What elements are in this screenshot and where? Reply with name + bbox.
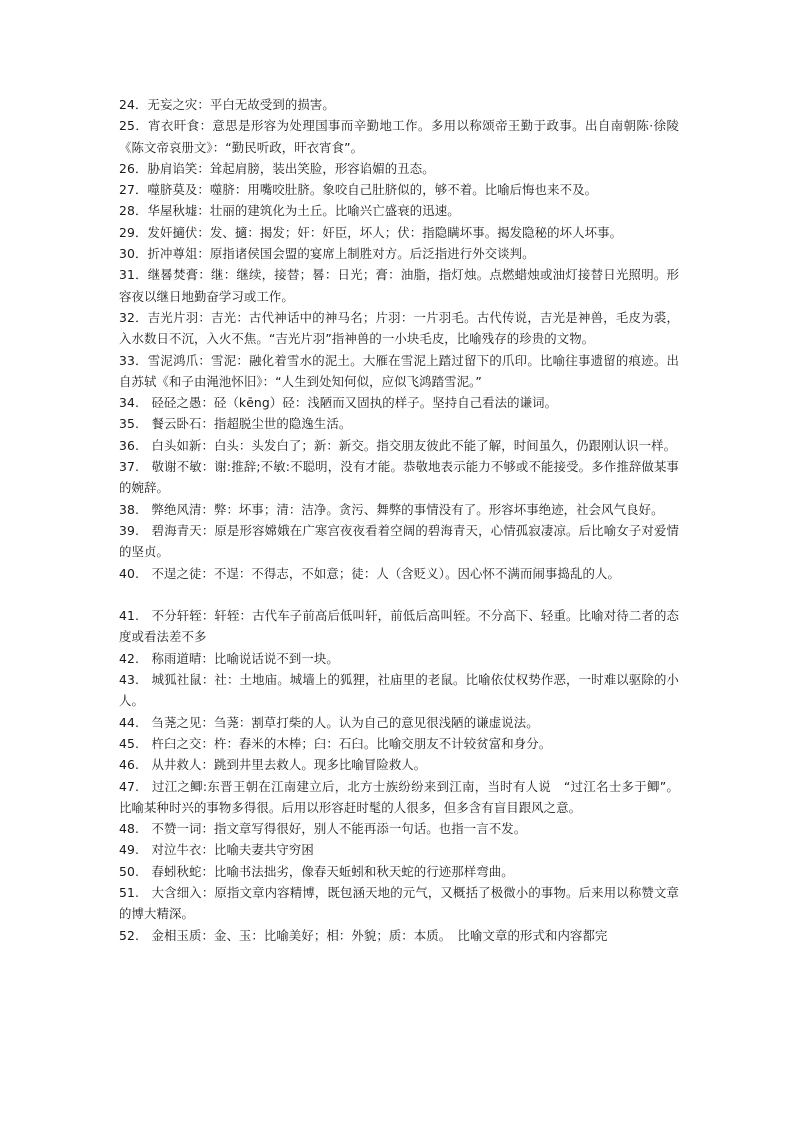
document-page (119, 94, 679, 946)
idiom-entry-37: 37. 敬谢不敏：谢:推辞;不敏:不聪明，没有才能。恭敬地表示能力不够或不能接受。多作推辞做某事的婉辞。 (119, 459, 679, 496)
idiom-entry-36: 36. 白头如新：白头：头发白了；新：新交。指交朋友彼此不能了解，时间虽久，仍跟刚认识一样。 (119, 437, 677, 453)
blank-line (119, 584, 679, 605)
idiom-entry-34: 34. 硁硁之愚：硁（kēng）硁：浅陋而又固执的样子。坚持自己看法的谦词。 (119, 395, 558, 411)
idiom-entry-28: 28．华屋秋墟：壮丽的建筑化为土丘。比喻兴亡盛衰的迅速。 (119, 203, 460, 219)
idiom-entry-33: 33．雪泥鸿爪：雪泥：融化着雪水的泥土。大雁在雪泥上踏过留下的爪印。比喻往事遗留的痕迹。出自苏轼《和子由渑池怀旧》：“人生到处知何似，应似飞鸿踏雪泥。” (119, 352, 679, 389)
idiom-entry-50: 50. 春蚓秋蛇：比喻书法拙劣，像春天蚯蚓和秋天蛇的行迹那样弯曲。 (119, 863, 514, 879)
idiom-entry-44: 44. 刍荛之见：刍荛：割草打柴的人。认为自己的意见很浅陋的谦虚说法。 (119, 714, 539, 730)
idiom-entry-39: 39. 碧海青天：原是形容嫦娥在广寒宫夜夜看着空阔的碧海青天，心情孤寂凄凉。后比喻女子对爱情的坚贞。 (119, 522, 679, 560)
idiom-entry-41: 41. 不分轩轾：轩轾：古代车子前高后低叫轩，前低后高叫轾。不分高下、轻重。比喻对待二者的态度或看法差不多 (119, 608, 679, 645)
idiom-entry-30: 30．折冲尊俎：原指诸侯国会盟的宴席上制胜对方。后泛指进行外交谈判。 (119, 246, 535, 262)
idiom-entry-26: 26．胁肩谄笑：耸起肩膀，装出笑脸，形容谄媚的丑态。 (119, 160, 435, 176)
idiom-entry-47: 47. 过江之鲫:东晋王朝在江南建立后，北方士族纷纷来到江南，当时有人说 “过江名士多于鲫”。比喻某种时兴的事物多得很。后用以形容赶时髦的人很多，但多含有盲目跟风之意。 (119, 778, 679, 815)
idiom-entry-31: 31．继晷焚膏：继：继续，接替；晷：日光；膏：油脂，指灯烛。点燃蜡烛或油灯接替日光照明。形容夜以继日地勤奋学习或工作。 (119, 267, 679, 304)
idiom-entry-48: 48. 不赞一词：指文章写得很好，别人不能再添一句话。也指一言不发。 (119, 821, 527, 837)
idiom-entry-27: 27．噬脐莫及：噬脐：用嘴咬肚脐。象咬自己肚脐似的，够不着。比喻后悔也来不及。 (119, 182, 598, 198)
idiom-entry-42: 42. 称雨道晴：比喻说话说不到一块。 (119, 650, 339, 666)
idiom-entry-25: 25．宵衣旰食：意思是形容为处理国事而辛勤地工作。多用以称颂帝王勤于政事。出自南朝陈·徐陵《陈文帝哀册文》：“勤民听政，旰衣宵食”。 (119, 118, 679, 155)
idiom-entry-51: 51. 大含细入：原指文章内容精博，既包涵天地的元气，又概括了极微小的事物。后来用以称赞文章的博大精深。 (119, 884, 679, 922)
idiom-entry-43: 43. 城狐社鼠：社：土地庙。城墙上的狐狸，社庙里的老鼠。比喻依仗权势作恶，一时难以驱除的小人。 (119, 672, 679, 709)
idiom-entry-24: 24．无妄之灾：平白无故受到的损害。 (119, 97, 335, 112)
idiom-entry-40: 40. 不逞之徒：不逞：不得志，不如意；徒：人（含贬义）。因心怀不满而闹事捣乱的人。 (119, 565, 620, 581)
idiom-entry-35: 35. 餐云卧石：指超脱尘世的隐逸生活。 (119, 416, 352, 432)
idiom-entry-46: 46. 从井救人：跳到井里去救人。现多比喻冒险救人。 (119, 757, 427, 773)
idiom-entry-49: 49. 对泣牛衣：比喻夫妻共守穷困 (119, 842, 314, 858)
idiom-entry-32: 32．吉光片羽：吉光：古代神话中的神马名；片羽：一片羽毛。古代传说，吉光是神兽，毛皮为裘，入水数日不沉，入火不焦。“吉光片羽”指神兽的一小块毛皮，比喻残存的珍贵的文物。 (119, 309, 679, 347)
idiom-entry-29: 29．发奸擿伏：发、擿：揭发；奸：奸臣，坏人；伏：指隐瞒坏事。揭发隐秘的坏人坏事。 (119, 224, 623, 240)
idiom-entry-52: 52. 金相玉质：金、玉：比喻美好；相：外貌；质：本质。 比喻文章的形式和内容都完 (119, 927, 608, 943)
idiom-entry-38: 38. 弊绝风清：弊：坏事；清：洁净。贪污、舞弊的事情没有了。形容坏事绝迹，社会风气良好。 (119, 501, 664, 517)
idiom-entry-45: 45. 杵臼之交：杵：舂米的木棒；臼：石臼。比喻交朋友不计较贫富和身分。 (119, 735, 552, 751)
